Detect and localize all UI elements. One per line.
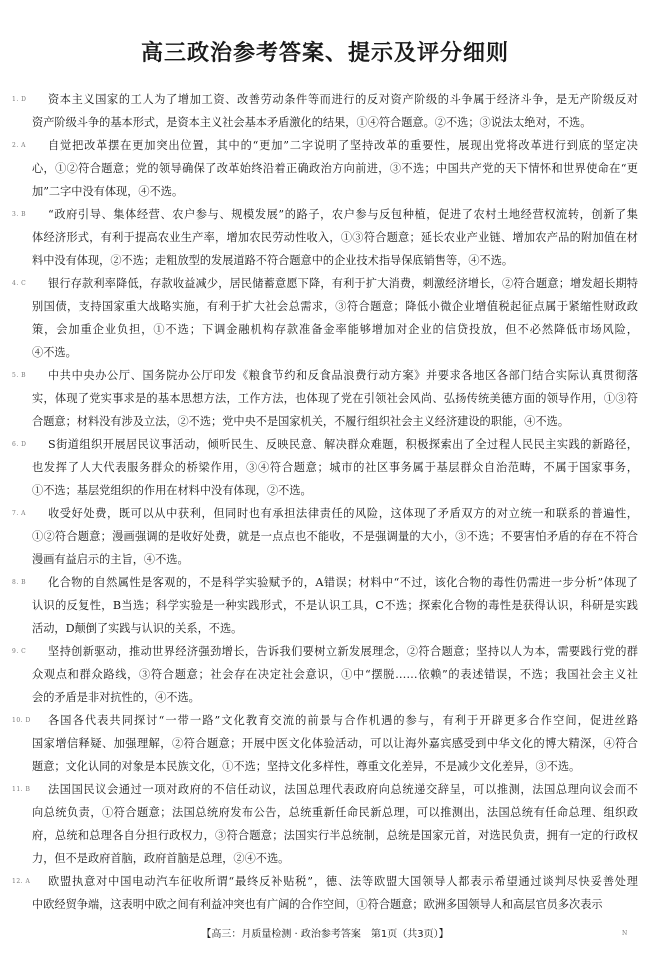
answer-list (0, 88, 650, 916)
answer-number: 11. B (12, 786, 31, 793)
answer-text-line: 中欧经贸争端，这表明中欧之间有利益冲突也有广阔的合作空间，①符合题意；欧洲多国领导人和高层官员多次表示 (32, 898, 603, 911)
answer-text-line: 资产阶级斗争的基本形式，是资本主义社会基本矛盾激化的结果，①④符合题意。②不选；③说法太绝对，不选。 (32, 116, 592, 129)
answer-number: 1. D (12, 96, 27, 103)
answer-text-line: 法国国民议会通过一项对政府的不信任动议，法国总理代表政府向总统递交辞呈，可以推测，法国总理向议会而不 (48, 783, 638, 796)
answer-text-line: 也发挥了人大代表服务群众的桥梁作用，③④符合题意；城市的社区事务属于基层群众自治范畴，不属于国家事务， (32, 461, 638, 474)
answer-text-line: 中共中央办公厅、国务院办公厅印发《粮食节约和反食品浪费行动方案》并要求各地区各部门结合实际认真贯彻落 (48, 369, 638, 382)
answer-number: 9. C (12, 648, 27, 655)
answer-number: 7. A (12, 510, 26, 517)
answer-text-line: ④不选。 (32, 346, 77, 359)
answer-text-line: 体经济形式，有利于提高农业生产率，增加农民劳动性收入，①③符合题意；延长农业产业链、增加农产品的附加值在材 (32, 231, 638, 244)
answer-text-line: 别国债，支持国家重大战略实施，有利于扩大社会总需求，③符合题意；降低小微企业增值税起征点属于紧缩性财政政 (32, 300, 638, 313)
answer-text-line: 活动，D颠倒了实践与认识的关系，不选。 (32, 622, 243, 635)
answer-item (0, 134, 650, 203)
answer-number: 4. C (12, 280, 27, 287)
answer-text-line: 力，但不是政府首脑，政府首脑是总理，②④不选。 (32, 852, 290, 865)
answer-number: 6. D (12, 441, 27, 448)
answer-text-line: 实，体现了党实事求是的基本思想方法，工作方法，也体现了党在引领社会风尚、弘扬传统美德方面的领导作用，①③符 (32, 392, 638, 405)
answer-text-line: 府，总统和总理各自分担行政权力，③符合题意；法国实行半总统制，总统是国家元首，对选民负责，拥有一定的行政权 (32, 829, 638, 842)
answer-text-line: 收受好处费，既可以从中获利，但同时也有承担法律责任的风险，这体现了矛盾双方的对立统一和联系的普遍性， (48, 507, 638, 520)
answer-item (0, 272, 650, 364)
answer-text-line: 合题意；材料没有涉及立法，②不选；党中央不是国家机关，不履行组织社会主义经济建设的职能，④不选。 (32, 415, 570, 428)
answer-text-line: 资本主义国家的工人为了增加工资、改善劳动条件等而进行的反对资产阶级的斗争属于经济斗争，是无产阶级反对 (48, 93, 638, 106)
answer-number: 8. B (12, 579, 27, 586)
answer-text-line: 各国各代表共同探讨“一带一路”文化教育交流的前景与合作机遇的参与，有利于开辟更多合作空间，促进丝路 (48, 714, 638, 727)
answer-number: 3. B (12, 211, 27, 218)
answer-text-line: 坚持创新驱动，推动世界经济强劲增长，告诉我们要树立新发展理念，②符合题意；坚持以人为本，需要践行党的群 (48, 645, 638, 658)
answer-text-line: 国家增信释疑、加强理解，②符合题意；开展中医文化体验活动，可以让海外嘉宾感受到中华文化的博大精深，④符合 (32, 737, 638, 750)
answer-text-line: 化合物的自然属性是客观的，不是科学实验赋予的，A错误；材料中“不过，该化合物的毒性仍需进一步分析”体现了 (48, 576, 638, 589)
answer-text-line: 心，①②符合题意；党的领导确保了改革始终沿着正确政治方向前进，③不选；中国共产党的天下情怀和世界使命在“更 (32, 162, 638, 175)
answer-item (0, 571, 650, 640)
answer-number: 10. D (12, 717, 31, 724)
answer-text-line: 题意；文化认同的对象是本民族文化，①不选；坚持文化多样性，尊重文化差异，不是减少文化差异，③不选。 (32, 760, 581, 773)
answer-item (0, 502, 650, 571)
answer-text-line: 银行存款利率降低，存款收益减少，居民储蓄意愿下降，有利于扩大消费，刺激经济增长，②符合题意；增发超长期特 (48, 277, 638, 290)
answer-item (0, 778, 650, 870)
footer-mark: N (622, 930, 628, 937)
answer-item (0, 870, 650, 916)
answer-text-line: 会的矛盾是非对抗性的，④不选。 (32, 691, 200, 704)
answer-text-line: 自觉把改革摆在更加突出位置，其中的“更加”二字说明了坚持改革的重要性，展现出党将改革进行到底的坚定决 (48, 139, 638, 152)
answer-item (0, 433, 650, 502)
page-title: 高三政治参考答案、提示及评分细则 (140, 41, 509, 66)
answer-text-line: 向总统负责，①符合题意；法国总统府发布公告，总统重新任命民新总理，可以推测出，法国总统有任命总理、组织政 (32, 806, 638, 819)
answer-item (0, 203, 650, 272)
answer-item (0, 88, 650, 134)
answer-text-line: 众观点和群众路线，③符合题意；社会存在决定社会意识，①中“摆脱……依赖”的表述错误，不选；我国社会主义社 (32, 668, 638, 681)
answer-text-line: 料中没有体现，②不选；走粗放型的发展道路不符合题意中的企业技术指导保底销售等，④不选。 (32, 254, 514, 267)
answer-text-line: ①不选；基层党组织的作用在材料中没有体现，②不选。 (32, 484, 312, 497)
answer-number: 2. A (12, 142, 26, 149)
answer-text-line: S街道组织开展居民议事活动，倾听民生、反映民意、解决群众难题，积极探索出了全过程人民民主实践的新路径， (48, 438, 638, 451)
page-footer: 【高三：月质量检测 · 政治参考答案 第1页（共3页）】 (201, 929, 449, 940)
answer-text-line: 漫画有益启示的主旨，④不选。 (32, 553, 189, 566)
answer-text-line: 加”二字中没有体现，④不选。 (32, 185, 184, 198)
answer-text-line: 认识的反复性，B当选；科学实验是一种实践形式，不是认识工具，C不选；探索化合物的毒性是获得认识，科研是实践 (32, 599, 638, 612)
answer-text-line: ①②符合题意；漫画强调的是收好处费，就是一点点也不能收，不是强调量的大小，③不选；不要害怕矛盾的存在不符合 (32, 530, 638, 543)
answer-text-line: “政府引导、集体经营、农户参与、规模发展”的路子，农户参与反包种植，促进了农村土地经营权流转，创新了集 (48, 208, 638, 221)
answer-item (0, 709, 650, 778)
answer-text-line: 策，会加重企业负担，①不选；下调金融机构存款准备金率能够增加对企业的信贷投放，但不必然降低市场风险， (32, 323, 638, 336)
answer-item (0, 364, 650, 433)
answer-text-line: 欧盟执意对中国电动汽车征收所谓“最终反补贴税”，德、法等欧盟大国领导人都表示希望通过谈判尽快妥善处理 (48, 875, 638, 888)
answer-item (0, 640, 650, 709)
answer-number: 12. A (12, 878, 31, 885)
answer-number: 5. B (12, 372, 27, 379)
